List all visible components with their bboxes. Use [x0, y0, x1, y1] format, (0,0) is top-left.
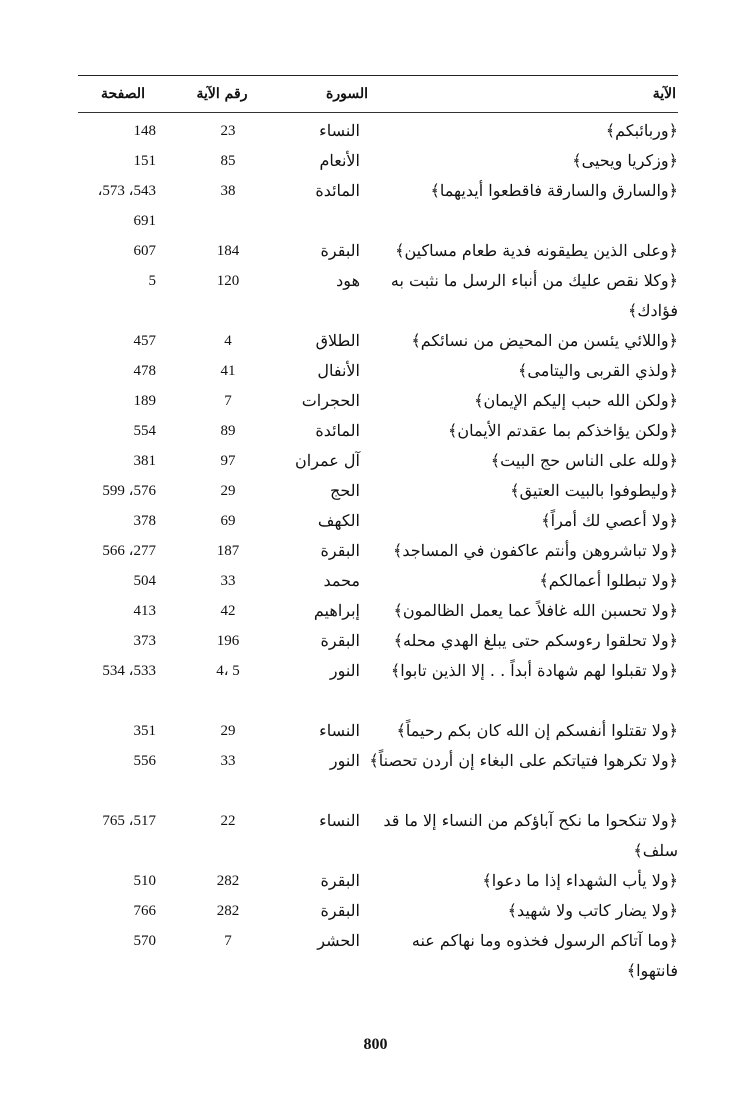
ayah-text: ﴿ولا يضار كاتب ولا شهيد﴾ — [507, 901, 678, 920]
surah-name: الطلاق — [315, 331, 360, 350]
ayah-number: 4 — [224, 333, 232, 349]
ayah-number: 38 — [220, 183, 236, 199]
top-rule — [78, 75, 678, 76]
page-refs: 381 — [133, 453, 156, 469]
ayah-number: 89 — [220, 423, 236, 439]
ayah-text: ﴿وعلى الذين يطيقونه فدية طعام مساكين﴾ — [395, 241, 678, 260]
ayah-text: ﴿ولا تحسبن الله غافلاً عما يعمل الظالمون﴾ — [393, 601, 678, 620]
page-refs: 607 — [133, 243, 156, 259]
ayah-number: 22 — [220, 813, 236, 829]
ayah-text: ﴿ولكن يؤاخذكم بما عقدتم الأيمان﴾ — [447, 421, 678, 440]
surah-name: النور — [329, 661, 360, 680]
page-refs: 373 — [133, 633, 156, 649]
page-refs: 576، 599 — [102, 483, 156, 499]
page-refs: 378 — [133, 513, 156, 529]
page-refs: 570 — [133, 933, 156, 949]
surah-name: النساء — [319, 811, 360, 830]
ayah-text: ﴿ولكن الله حبب إليكم الإيمان﴾ — [474, 391, 678, 410]
ayah-number: 33 — [220, 573, 236, 589]
surah-name: الأنفال — [317, 361, 360, 380]
ayah-number: 97 — [220, 453, 236, 469]
page-refs: 5 — [148, 273, 156, 289]
ayah-number: 4، 5 — [216, 663, 240, 679]
page-number: 800 — [363, 1036, 388, 1053]
ayah-text: ﴿وربائبكم﴾ — [605, 121, 678, 140]
ayah-text: ﴿ولا تنكحوا ما نكح آباؤكم من النساء إلا ما قد سلف﴾ — [383, 811, 678, 860]
surah-name: المائدة — [315, 421, 360, 440]
ayah-number: 85 — [220, 153, 236, 169]
ayah-text: ﴿ولله على الناس حج البيت﴾ — [490, 451, 678, 470]
ayah-number: 29 — [220, 483, 236, 499]
ayah-number: 187 — [216, 543, 240, 559]
ayah-text: ﴿ولا تقبلوا لهم شهادة أبداً . . إلا الذين تابوا﴾ — [390, 661, 678, 680]
header-page: الصفحة — [101, 86, 145, 102]
page-refs: 151 — [133, 153, 156, 169]
header-ayah: الآية — [652, 86, 676, 102]
page-refs: 148 — [133, 123, 156, 139]
ayah-text: ﴿ولا تحلقوا رءوسكم حتى يبلغ الهدي محله﴾ — [393, 631, 678, 650]
ayah-text: ﴿وما آتاكم الرسول فخذوه وما نهاكم عنه فانتهوا﴾ — [411, 931, 678, 980]
ayah-text: ﴿وزكريا ويحيى﴾ — [572, 151, 678, 170]
surah-name: البقرة — [320, 901, 360, 920]
ayah-number: 7 — [224, 393, 232, 409]
page-refs: 478 — [133, 363, 156, 379]
ayah-text: ﴿ولا يأب الشهداء إذا ما دعوا﴾ — [482, 871, 678, 890]
surah-name: إبراهيم — [313, 601, 360, 620]
ayah-text: ﴿وكلا نقص عليك من أنباء الرسل ما نثبت به فؤادك﴾ — [390, 271, 678, 320]
page-refs: 510 — [133, 873, 156, 889]
ayah-number: 69 — [220, 513, 236, 529]
page-refs: 457 — [133, 333, 156, 349]
surah-name: محمد — [323, 571, 360, 590]
surah-name: البقرة — [320, 631, 360, 650]
surah-name: النساء — [319, 121, 360, 140]
header-ayah-number: رقم الآية — [196, 86, 248, 102]
ayah-number: 7 — [224, 933, 232, 949]
surah-name: الحشر — [317, 931, 360, 950]
surah-name: الكهف — [317, 511, 360, 530]
ayah-number: 282 — [216, 903, 240, 919]
ayah-number: 120 — [216, 273, 240, 289]
surah-name: الحجرات — [301, 391, 360, 410]
ayah-number: 29 — [220, 723, 236, 739]
ayah-number: 41 — [220, 363, 236, 379]
page-refs: 517، 765 — [102, 813, 156, 829]
ayah-text: ﴿واللائي يئسن من المحيض من نسائكم﴾ — [411, 331, 678, 350]
ayah-number: 33 — [220, 753, 236, 769]
ayah-text: ﴿ولا تقتلوا أنفسكم إن الله كان بكم رحيماً﴾ — [396, 721, 678, 740]
header-surah: السورة — [326, 86, 368, 102]
ayah-number: 282 — [216, 873, 240, 889]
page-refs: 543، 573، 691 — [97, 183, 156, 229]
ayah-number: 196 — [216, 633, 240, 649]
surah-name: النور — [329, 751, 360, 770]
page-refs: 533، 534 — [102, 663, 156, 679]
ayah-text: ﴿والسارق والسارقة فاقطعوا أيديهما﴾ — [430, 181, 678, 200]
ayah-text: ﴿ولا تباشروهن وأنتم عاكفون في المساجد﴾ — [392, 541, 678, 560]
ayah-number: 23 — [220, 123, 236, 139]
ayah-text: ﴿ولا أعصي لك أمراً﴾ — [541, 511, 678, 530]
page-refs: 556 — [133, 753, 156, 769]
page-refs: 351 — [133, 723, 156, 739]
header-rule — [78, 112, 678, 113]
ayah-text: ﴿ولا تكرهوا فتياتكم على البغاء إن أردن تحصناً﴾ — [369, 751, 678, 770]
surah-name: البقرة — [320, 241, 360, 260]
ayah-text: ﴿وليطوفوا بالبيت العتيق﴾ — [510, 481, 678, 500]
surah-name: البقرة — [320, 541, 360, 560]
page-refs: 766 — [133, 903, 156, 919]
page-refs: 413 — [133, 603, 156, 619]
ayah-text: ﴿ولا تبطلوا أعمالكم﴾ — [539, 571, 678, 590]
surah-name: الأنعام — [319, 151, 360, 170]
surah-name: هود — [336, 271, 360, 290]
surah-name: النساء — [319, 721, 360, 740]
page-refs: 189 — [133, 393, 156, 409]
ayah-text: ﴿ولذي القربى واليتامى﴾ — [518, 361, 678, 380]
surah-name: آل عمران — [295, 451, 360, 470]
surah-name: الحج — [330, 481, 360, 500]
surah-name: المائدة — [315, 181, 360, 200]
page-refs: 504 — [133, 573, 156, 589]
surah-name: البقرة — [320, 871, 360, 890]
ayah-number: 42 — [220, 603, 236, 619]
ayah-number: 184 — [216, 243, 240, 259]
page-refs: 277، 566 — [102, 543, 156, 559]
page-refs: 554 — [133, 423, 156, 439]
